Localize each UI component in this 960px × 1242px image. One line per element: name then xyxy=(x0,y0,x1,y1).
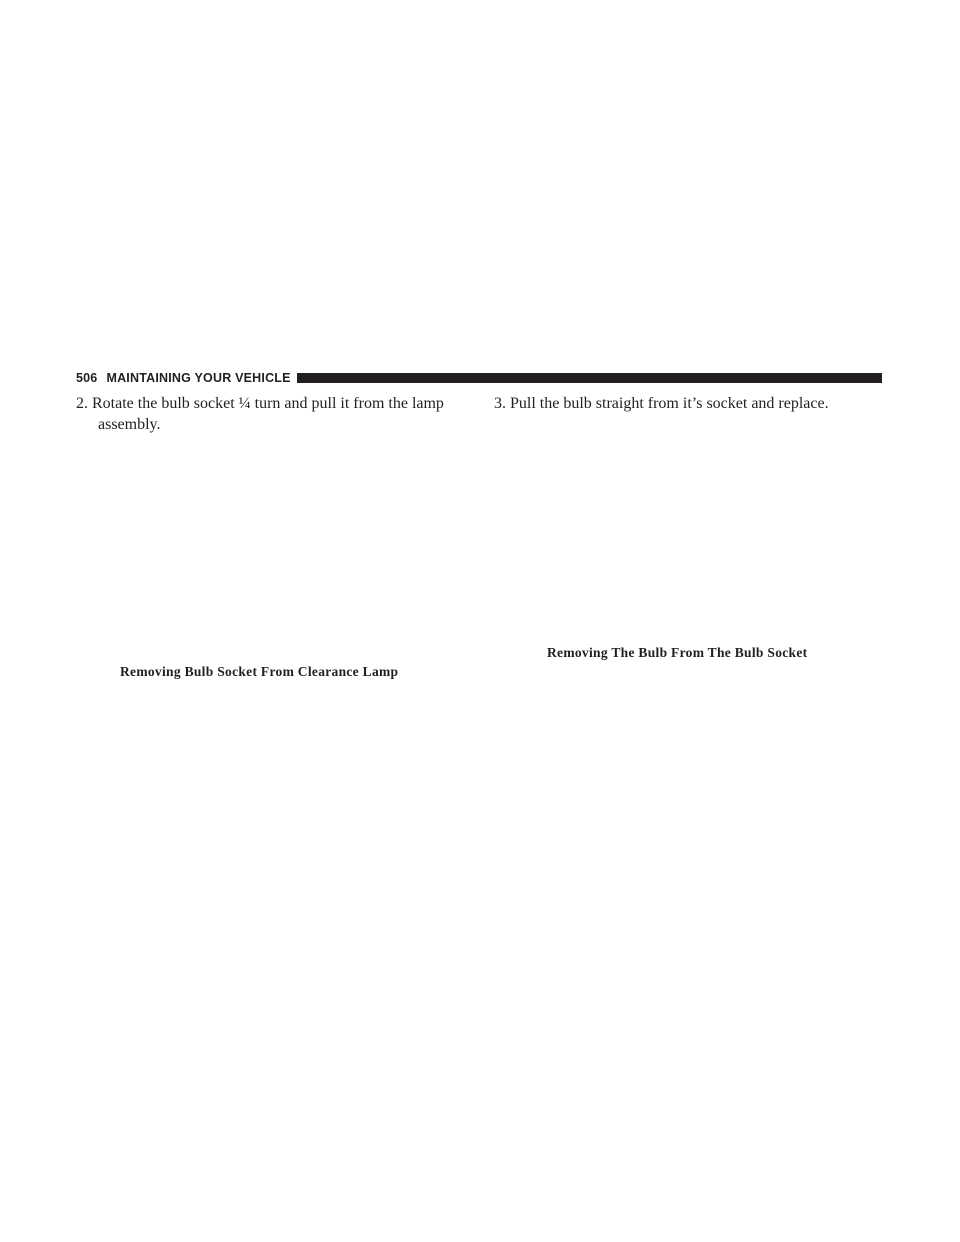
figure-caption-left: Removing Bulb Socket From Clearance Lamp xyxy=(120,664,399,679)
page-number: 506 xyxy=(76,371,98,385)
figure-caption-right: Removing The Bulb From The Bulb Socket xyxy=(547,645,808,660)
figure-removing-bulb-socket xyxy=(76,430,472,658)
section-title: MAINTAINING YOUR VEHICLE xyxy=(106,371,291,385)
step-2-line-2: assembly. xyxy=(98,416,161,433)
figure-removing-bulb xyxy=(494,420,890,640)
header-rule xyxy=(297,373,882,383)
step-3-line-1: 3. Pull the bulb straight from it’s socket and replace. xyxy=(494,395,829,412)
step-2 xyxy=(76,393,472,435)
page-header xyxy=(76,368,882,388)
step-3 xyxy=(494,393,890,414)
step-2-line-1: 2. Rotate the bulb socket ¼ turn and pull it from the lamp xyxy=(76,395,444,412)
